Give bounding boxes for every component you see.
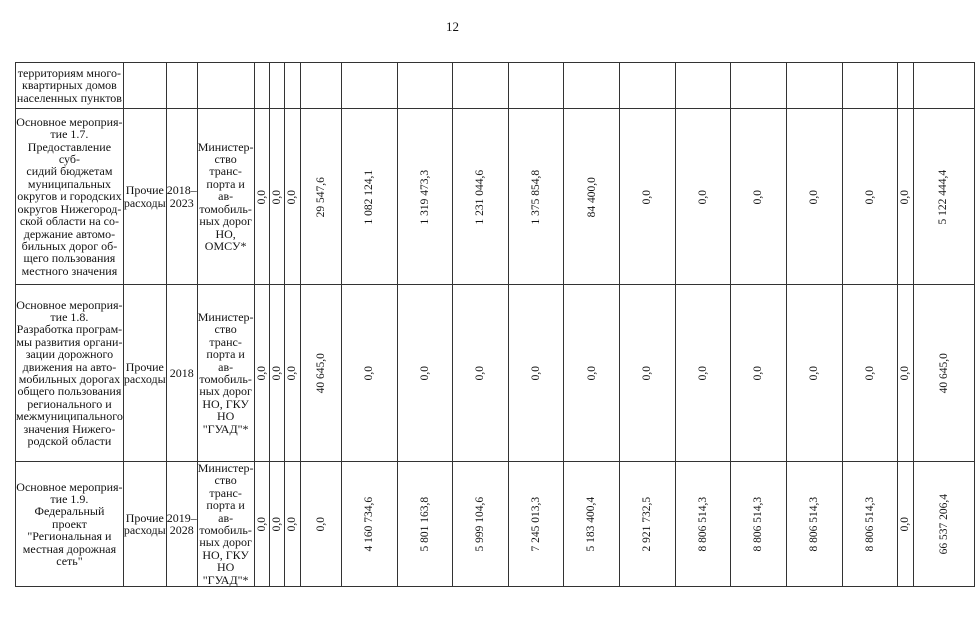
value-text: 29 547,6: [314, 176, 327, 218]
value-text: 0,0: [270, 366, 283, 381]
measure-name-line: квартирных домов: [22, 78, 117, 93]
value-text: 0,0: [863, 189, 876, 205]
measure-name-line: бильных дорог об-: [21, 238, 118, 253]
executor-line: томобиль-: [199, 201, 252, 216]
value-text: 0,0: [899, 366, 912, 381]
measure-name-cell: [16, 109, 124, 285]
value-text: 1 319 473,3: [418, 169, 431, 225]
measure-name-line: общего пользования: [17, 384, 122, 399]
measure-name-cell: [16, 63, 124, 109]
value-cell: [285, 109, 300, 285]
value-cell: [269, 285, 284, 462]
measure-name-cell: [16, 285, 124, 462]
value-text: 5 183 400,4: [585, 497, 598, 552]
value-text: 0,0: [286, 189, 299, 205]
executor-cell: [197, 63, 254, 109]
executor-line: ных дорог: [199, 214, 252, 229]
value-text: 0,0: [314, 517, 327, 532]
value-text: 0,0: [808, 189, 821, 205]
value-cell: [675, 462, 731, 587]
value-text: 5 801 163,8: [418, 497, 431, 552]
value-cell: [397, 285, 453, 462]
value-text: 0,0: [474, 366, 487, 381]
executor-line: ство транс-: [209, 152, 242, 179]
executor-cell: [197, 109, 254, 285]
value-text: 2 921 732,5: [641, 497, 654, 552]
value-cell: [453, 462, 509, 587]
value-cell: [842, 285, 898, 462]
value-cell: [564, 285, 620, 462]
value-text: 1 375 854,8: [529, 169, 542, 225]
value-cell: [285, 462, 300, 587]
measure-name-line: местная дорожная: [22, 541, 117, 556]
measure-name-line: муниципальных: [27, 176, 111, 191]
value-text: 84 400,0: [585, 176, 598, 218]
value-text: 8 806 514,3: [808, 497, 821, 552]
value-cell: [620, 63, 676, 109]
value-cell: [254, 285, 269, 462]
measure-name-line: населенных пунктов: [16, 90, 122, 105]
measure-name-line: межмуниципального: [16, 409, 123, 424]
value-cell: [842, 109, 898, 285]
value-text: 1 231 044,6: [474, 169, 487, 225]
years-line: 2018: [169, 365, 194, 380]
value-text: 0,0: [641, 189, 654, 205]
value-text: 66 537 206,4: [937, 494, 950, 555]
executor-line: ство транс-: [209, 322, 242, 349]
value-cell: [285, 63, 300, 109]
executor-line: ство транс-: [209, 473, 242, 500]
measure-name-line: родской области: [27, 434, 112, 449]
value-cell: [341, 63, 397, 109]
value-cell: [620, 109, 676, 285]
value-text: 0,0: [363, 366, 376, 381]
measure-name-line: регионального и: [27, 396, 112, 411]
page-number: 12: [446, 19, 459, 34]
table-row: [16, 109, 975, 285]
executor-cell: [197, 285, 254, 462]
table-row: [16, 285, 975, 462]
executor-line: Министер-: [197, 139, 254, 154]
years-cell: [166, 462, 197, 587]
value-cell: [300, 285, 341, 462]
measure-name-line: Основное мероприя-: [16, 479, 123, 494]
years-cell: [166, 285, 197, 462]
value-text: 0,0: [255, 189, 268, 205]
value-cell: [300, 63, 341, 109]
value-cell: [675, 109, 731, 285]
measure-name-line: сеть": [56, 554, 83, 569]
value-cell: [300, 109, 341, 285]
value-text: 0,0: [270, 189, 283, 205]
value-text: 40 645,0: [937, 353, 950, 394]
value-text: 0,0: [585, 366, 598, 381]
expense-type-cell: Прочие расходы: [123, 462, 166, 587]
value-text: 7 245 013,3: [529, 497, 542, 552]
value-cell: [731, 462, 787, 587]
value-cell: [453, 109, 509, 285]
executor-line: НО, ГКУ НО: [202, 396, 249, 424]
value-cell: [453, 63, 509, 109]
executor-line: НО, ГКУ НО: [202, 547, 249, 575]
measure-name-line: "Региональная и: [27, 529, 112, 544]
measure-name-line: округов Нижегород-: [17, 201, 122, 216]
value-cell: [731, 63, 787, 109]
value-text: 0,0: [752, 189, 765, 205]
value-cell: [397, 462, 453, 587]
expense-type-cell: Прочие расходы: [123, 285, 166, 462]
executor-line: порта и ав-: [206, 347, 245, 374]
executor-line: Министер-: [197, 309, 254, 324]
measure-name-line: значения Нижего-: [23, 421, 116, 436]
measure-name-line: тие 1.8.: [50, 309, 89, 324]
measure-name-line: ской области на со-: [19, 214, 119, 229]
value-cell: [300, 462, 341, 587]
value-cell: [786, 63, 842, 109]
measure-name-cell: [16, 462, 124, 587]
value-text: 0,0: [286, 517, 299, 532]
value-text: 0,0: [418, 366, 431, 381]
value-text: 0,0: [255, 366, 268, 381]
years-line: 2019–: [166, 510, 197, 525]
value-cell: [341, 285, 397, 462]
executor-cell: [197, 462, 254, 587]
years-line: 2018–: [166, 183, 197, 198]
value-cell: [898, 109, 913, 285]
budget-table: [15, 62, 975, 587]
value-cell: [508, 63, 564, 109]
value-cell: [786, 285, 842, 462]
value-cell: [341, 462, 397, 587]
value-cell: [341, 109, 397, 285]
value-text: 0,0: [863, 366, 876, 381]
measure-name-line: щего пользования: [23, 251, 116, 266]
executor-line: порта и ав-: [206, 176, 245, 204]
value-text: 5 122 444,4: [937, 169, 950, 225]
executor-line: ных дорог: [199, 535, 252, 550]
value-text: 0,0: [696, 189, 709, 205]
value-cell: [564, 462, 620, 587]
measure-name-line: тие 1.7.: [50, 127, 89, 142]
value-cell: [913, 109, 974, 285]
value-cell: [786, 462, 842, 587]
measure-name-line: Основное мероприя-: [16, 297, 123, 312]
executor-line: томобиль-: [199, 523, 252, 538]
value-text: 5 999 104,6: [474, 497, 487, 552]
measure-name-line: сидий бюджетам: [26, 164, 113, 179]
value-cell: [620, 462, 676, 587]
value-text: 8 806 514,3: [752, 497, 765, 552]
value-text: 8 806 514,3: [696, 497, 709, 552]
value-cell: [913, 285, 974, 462]
value-cell: [285, 285, 300, 462]
value-cell: [269, 109, 284, 285]
value-cell: [453, 285, 509, 462]
value-cell: [564, 63, 620, 109]
years-line: 2023: [169, 195, 194, 210]
value-cell: [913, 462, 974, 587]
value-cell: [786, 109, 842, 285]
value-cell: [254, 109, 269, 285]
expense-type-cell: [123, 63, 166, 109]
value-cell: [675, 285, 731, 462]
value-cell: [898, 462, 913, 587]
measure-name-line: территориям много-: [17, 65, 122, 80]
value-cell: [842, 462, 898, 587]
executor-line: Министер-: [197, 461, 254, 475]
value-text: 0,0: [696, 366, 709, 381]
value-cell: [564, 109, 620, 285]
executor-line: "ГУАД"*: [202, 421, 249, 436]
executor-line: ных дорог: [199, 384, 252, 399]
measure-name-line: движения на авто-: [22, 359, 117, 374]
value-cell: [620, 285, 676, 462]
value-cell: [254, 462, 269, 587]
table-row: [16, 63, 975, 109]
value-text: 0,0: [808, 366, 821, 381]
value-cell: [254, 63, 269, 109]
value-cell: [913, 63, 974, 109]
value-text: 0,0: [899, 189, 912, 205]
measure-name-line: мы развития органи-: [16, 334, 123, 349]
executor-line: "ГУАД"*: [202, 572, 249, 587]
value-cell: [397, 63, 453, 109]
value-text: 4 160 734,6: [363, 497, 376, 552]
executor-line: томобиль-: [199, 372, 252, 386]
value-cell: [508, 462, 564, 587]
value-text: 0,0: [641, 366, 654, 381]
measure-name-line: зации дорожного: [25, 347, 114, 362]
value-cell: [898, 63, 913, 109]
value-text: 1 082 124,1: [363, 169, 376, 225]
years-cell: [166, 109, 197, 285]
value-cell: [675, 63, 731, 109]
value-cell: [731, 285, 787, 462]
measure-name-line: Разработка програм-: [16, 322, 123, 337]
value-text: 0,0: [255, 517, 268, 532]
value-cell: [397, 109, 453, 285]
executor-line: порта и ав-: [206, 498, 245, 525]
value-text: 0,0: [529, 366, 542, 381]
expense-type-cell: Прочие расходы: [123, 109, 166, 285]
value-cell: [269, 462, 284, 587]
years-line: 2028: [169, 523, 194, 538]
measure-name-line: мобильных дорогах: [18, 372, 121, 386]
measure-name-line: держание автомо-: [23, 226, 116, 241]
value-cell: [842, 63, 898, 109]
value-text: 0,0: [752, 366, 765, 381]
table-row: [16, 462, 975, 587]
value-text: 0,0: [286, 366, 299, 381]
value-cell: [898, 285, 913, 462]
executor-line: НО, ОМСУ*: [204, 226, 247, 253]
value-cell: [508, 109, 564, 285]
measure-name-line: Основное мероприя-: [16, 114, 123, 129]
value-cell: [269, 63, 284, 109]
measure-name-line: местного значения: [21, 263, 118, 278]
value-text: 40 645,0: [314, 353, 327, 394]
value-cell: [508, 285, 564, 462]
value-text: 8 806 514,3: [863, 497, 876, 552]
measure-name-line: округов и городских: [17, 189, 122, 204]
measure-name-line: тие 1.9.: [50, 492, 89, 507]
measure-name-line: Предоставление суб-: [27, 139, 112, 167]
years-cell: [166, 63, 197, 109]
value-cell: [731, 109, 787, 285]
measure-name-line: Федеральный проект: [34, 504, 105, 531]
value-text: 0,0: [899, 517, 912, 532]
value-text: 0,0: [270, 517, 283, 532]
